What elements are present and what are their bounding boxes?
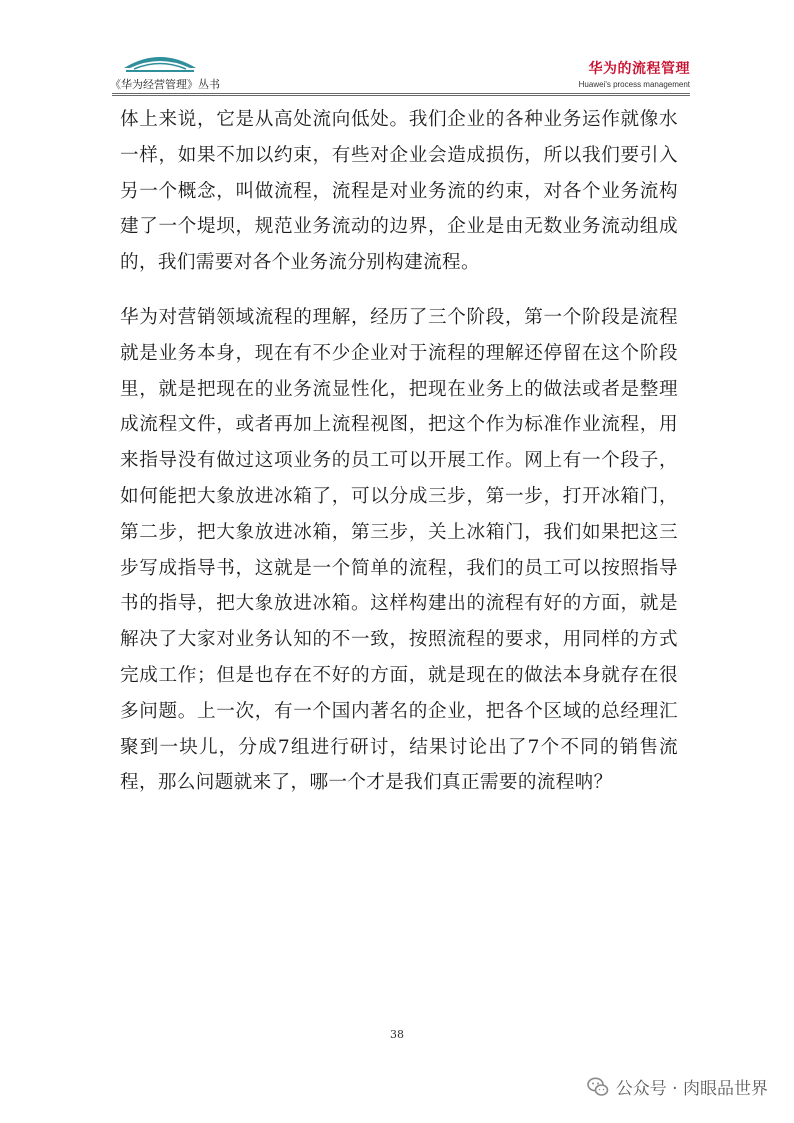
brand-block xyxy=(579,58,690,89)
watermark xyxy=(586,1074,768,1099)
wechat-icon xyxy=(586,1075,610,1099)
watermark-text: 公众号 · 肉眼品世界 xyxy=(615,1079,768,1099)
header-rule xyxy=(112,93,690,96)
roof-logo-icon xyxy=(120,48,200,74)
brand-title: 华为的流程管理 xyxy=(588,61,690,77)
body-text xyxy=(120,102,678,801)
paragraph: 华为对营销领域流程的理解，经历了三个阶段，第一个阶段是流程就是业务本身，现在有不少企业对于流程的理解还停留在这个阶段里，就是把现在的业务流显性化，把现在业务上的做法或者是整理成流程文件，或者再加上流程视图，把这个作为标准作业流程，用来指导没有做过这项业务的员工可以开展工作。网上有一个段子，如何能把大象放进冰箱了，可以分成三步，第一步，打开冰箱门，第二步，把大象放进冰箱，第三步，关上冰箱门，我们如果把这三步写成指导书，这就是一个简单的流程，我们的员工可以按照指导书的指导，把大象放进冰箱。这样构建出的流程有好的方面，就是解决了大家对业务认知的不一致，按照流程的要求，用同样的方式完成工作；但是也存在不好的方面，就是现在的做法本身就存在很多问题。上一次，有一个国内著名的企业，把各个区域的总经理汇聚到一块儿，分成7组进行研讨，结果讨论出了7个不同的销售流程，那么问题就来了，哪一个才是我们真正需要的流程呐？ xyxy=(120,306,678,794)
series-title: 《华为经营管理》丛书 xyxy=(110,78,220,91)
page-header xyxy=(110,48,690,92)
page-number: 38 xyxy=(390,1028,404,1041)
paragraph: 体上来说，它是从高处流向低处。我们企业的各种业务运作就像水一样，如果不加以约束，有些对企业会造成损伤，所以我们要引入另一个概念，叫做流程，流程是对业务流的约束，对各个业务流构建了一个堤坝，规范业务流动的边界，企业是由无数业务流动组成的，我们需要对各个业务流分别构建流程。 xyxy=(120,109,678,274)
brand-subtitle: Huawei's process management xyxy=(578,80,690,89)
